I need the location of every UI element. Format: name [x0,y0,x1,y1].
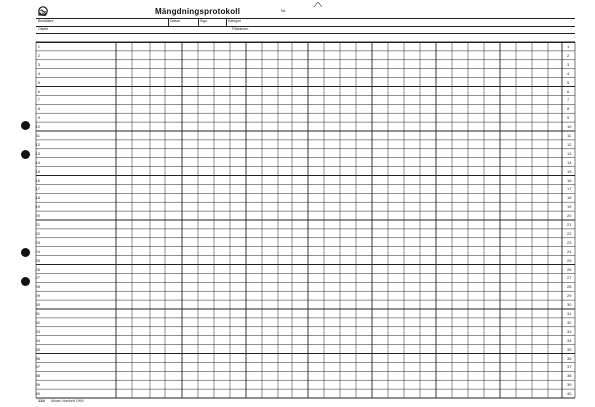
row-number-right: 18 [567,195,572,201]
row-number-right: 10 [567,124,572,130]
row-number-left: 34 [35,337,40,343]
row-number-right: 5 [567,79,570,85]
row-number-right: 1 [567,44,570,49]
row-number-left: 27 [35,275,40,281]
row-number-left: 25 [35,257,40,263]
field-label-kategori: Kategori [228,19,242,23]
row-number-left: 36 [35,355,40,361]
punch-hole-icon [21,121,30,130]
row-number-left: 7 [37,97,40,103]
number-label: Nr. [281,8,287,13]
row-number-left: 32 [35,319,40,325]
row-number-right: 20 [567,213,572,219]
row-number-right: 24 [567,248,572,254]
row-number-right: 15 [567,168,572,174]
row-number-right: 32 [567,319,572,325]
row-number-left: 10 [35,124,40,130]
row-number-right: 9 [567,115,570,121]
row-number-left: 14 [35,159,40,165]
row-number-right: 2 [567,52,570,58]
row-number-right: 34 [567,337,572,343]
row-number-left: 4 [37,70,40,76]
row-number-right: 28 [567,284,572,290]
field-label-bestallare: Beställare [38,19,54,23]
row-number-left: 19 [35,204,40,210]
row-number-right: 13 [567,150,572,156]
row-number-right: 11 [567,133,572,138]
row-number-right: 39 [567,382,572,388]
form-footer-text: Utkast, blankett 1999 [50,399,84,403]
row-number-left: 22 [35,230,40,236]
row-number-left: 18 [35,195,40,201]
row-number-right: 29 [567,293,572,299]
row-number-left: 20 [35,213,40,219]
row-number-left: 29 [35,293,40,299]
row-number-right: 19 [567,204,572,210]
row-number-left: 2 [37,52,40,58]
row-number-right: 25 [567,257,572,263]
row-number-right: 26 [567,266,572,272]
row-number-left: 26 [35,266,40,272]
row-number-right: 31 [567,311,572,316]
row-number-left: 35 [35,346,40,352]
row-number-left: 15 [35,168,40,174]
punch-hole-icon [21,277,30,286]
row-number-left: 37 [35,364,40,370]
row-number-left: 8 [37,106,40,112]
row-number-left: 1 [37,44,40,49]
row-number-left: 40 [35,391,40,397]
row-number-left: 28 [35,284,40,290]
row-number-right: 37 [567,364,572,370]
row-number-right: 8 [567,106,570,112]
row-number-right: 6 [567,88,570,94]
row-number-left: 16 [35,177,40,183]
form-title: Mängdningsprotokoll [155,7,241,16]
row-number-left: 21 [35,222,40,227]
row-number-left: 24 [35,248,40,254]
row-number-left: 9 [37,115,40,121]
row-number-right: 33 [567,328,572,334]
row-number-left: 30 [35,302,40,308]
row-number-left: 13 [35,150,40,156]
row-number-right: 14 [567,159,572,165]
row-number-left: 31 [35,311,40,316]
row-number-left: 38 [35,373,40,379]
row-number-left: 5 [37,79,40,85]
row-number-right: 17 [567,186,572,192]
row-number-right: 23 [567,239,572,245]
row-number-right: 12 [567,141,572,147]
row-number-left: 11 [35,133,40,138]
row-number-right: 36 [567,355,572,361]
row-number-left: 12 [35,141,40,147]
row-number-left: 3 [37,61,40,67]
row-number-left: 39 [35,382,40,388]
row-number-right: 30 [567,302,572,308]
row-number-right: 27 [567,275,572,281]
row-number-left: 23 [35,239,40,245]
row-number-right: 21 [567,222,572,227]
field-label-datum: Datum [170,19,181,23]
punch-hole-icon [21,248,30,257]
row-number-right: 35 [567,346,572,352]
row-number-right: 22 [567,230,572,236]
field-label-sign: Sign. [200,19,208,23]
row-number-right: 7 [567,97,570,103]
field-label-filbeteckning: Filbeteckn. [232,27,249,31]
field-label-objekt: Objekt [38,27,49,31]
form-footer [38,398,84,403]
row-number-right: 16 [567,177,572,183]
row-number-right: 38 [567,373,572,379]
row-number-right: 3 [567,61,570,67]
punch-hole-icon [21,150,30,159]
form-code: 134 [38,398,45,403]
row-number-left: 17 [35,186,40,192]
row-number-left: 33 [35,328,40,334]
row-number-right: 40 [567,391,572,397]
logo-text: eio [38,12,47,18]
row-number-left: 6 [37,88,40,94]
row-number-right: 4 [567,70,570,76]
